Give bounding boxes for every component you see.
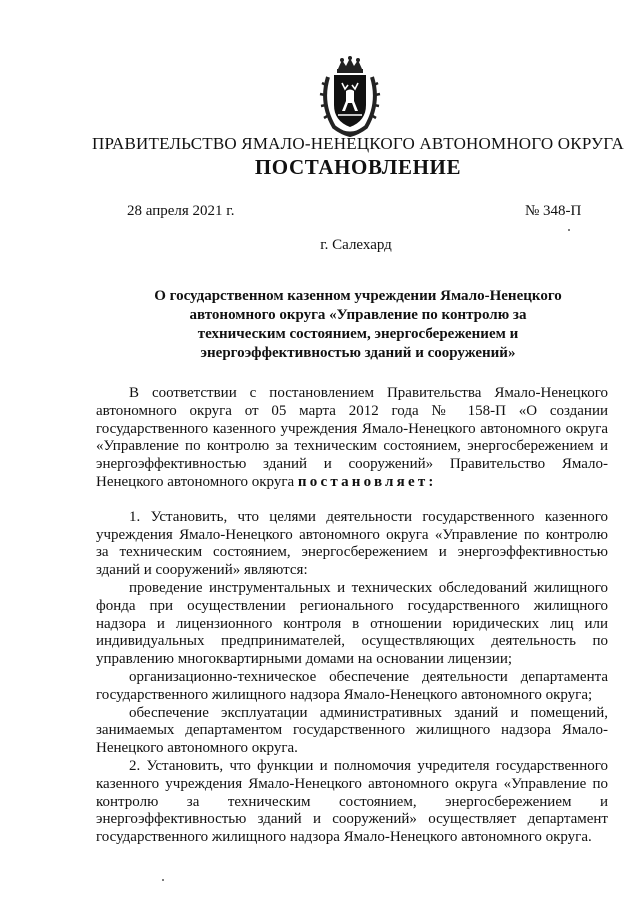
government-name: ПРАВИТЕЛЬСТВО ЯМАЛО-НЕНЕЦКОГО АВТОНОМНОГО ОКРУГА: [92, 134, 624, 153]
document-title: О государственном казенном учреждении Ямало-Ненецкого автономного округа «Управление по контролю за техническим состоянием, энергосбережением и энергоэффективностью зданий и сооружений»: [154, 288, 562, 361]
preamble-text: В соответствии с постановлением Правительства Ямало-Ненецкого автономного округа от 05 марта 2012 года № 158-П «О создании государственного казенного учреждения Ямало-Ненецкого автономного округа «Управление по контролю за техническим состоянием, энергосбережением и энергоэффективностью зданий и сооружений» Правительство Ямало-Ненецкого автономного округа: [96, 385, 608, 490]
paragraph-2: 2. Установить, что функции и полномочия учредителя государственного казенного учреждения Ямало-Ненецкого автономного округа «Управление по контролю за техническим состоянием, энергосбережением и энергоэффективностью зданий и сооружений» осуществляет департамент государственного жилищного надзора Ямало-Ненецкого автономного округа.: [96, 757, 608, 846]
scan-dot: [162, 879, 164, 881]
scan-dot: [568, 229, 570, 231]
coat-of-arms-emblem: [318, 55, 382, 137]
document-body: [96, 385, 608, 847]
paragraph-1-item-1: проведение инструментальных и технических обследований жилищного фонда при осуществлении регионального государственного жилищного надзора и лицензионного контроля в отношении юридических лиц или индивидуальных предпринимателей, осуществляющих деятельность по управлению многоквартирными домами на основании лицензии;: [96, 579, 608, 668]
paragraph-1-item-3: обеспечение эксплуатации административных зданий и помещений, занимаемых департаментом государственного жилищного надзора Ямало-Ненецкого автономного округа.: [96, 704, 608, 757]
document-type: ПОСТАНОВЛЕНИЕ: [254, 155, 462, 179]
document-number: № 348-П: [525, 203, 582, 219]
document-city: г. Салехард: [320, 237, 392, 253]
preamble: [96, 385, 608, 492]
resolves-word: постановляет:: [297, 473, 437, 490]
paragraph-1-item-2: организационно-техническое обеспечение деятельности департамента государственного жилищного надзора Ямало-Ненецкого автономного округа;: [96, 668, 608, 703]
paragraph-1: 1. Установить, что целями деятельности государственного казенного учреждения Ямало-Ненецкого автономного округа «Управление по контролю за техническим состоянием, энергосбережением и энергоэффективностью зданий и сооружений» являются:: [96, 508, 608, 579]
document-date: 28 апреля 2021 г.: [127, 203, 235, 219]
